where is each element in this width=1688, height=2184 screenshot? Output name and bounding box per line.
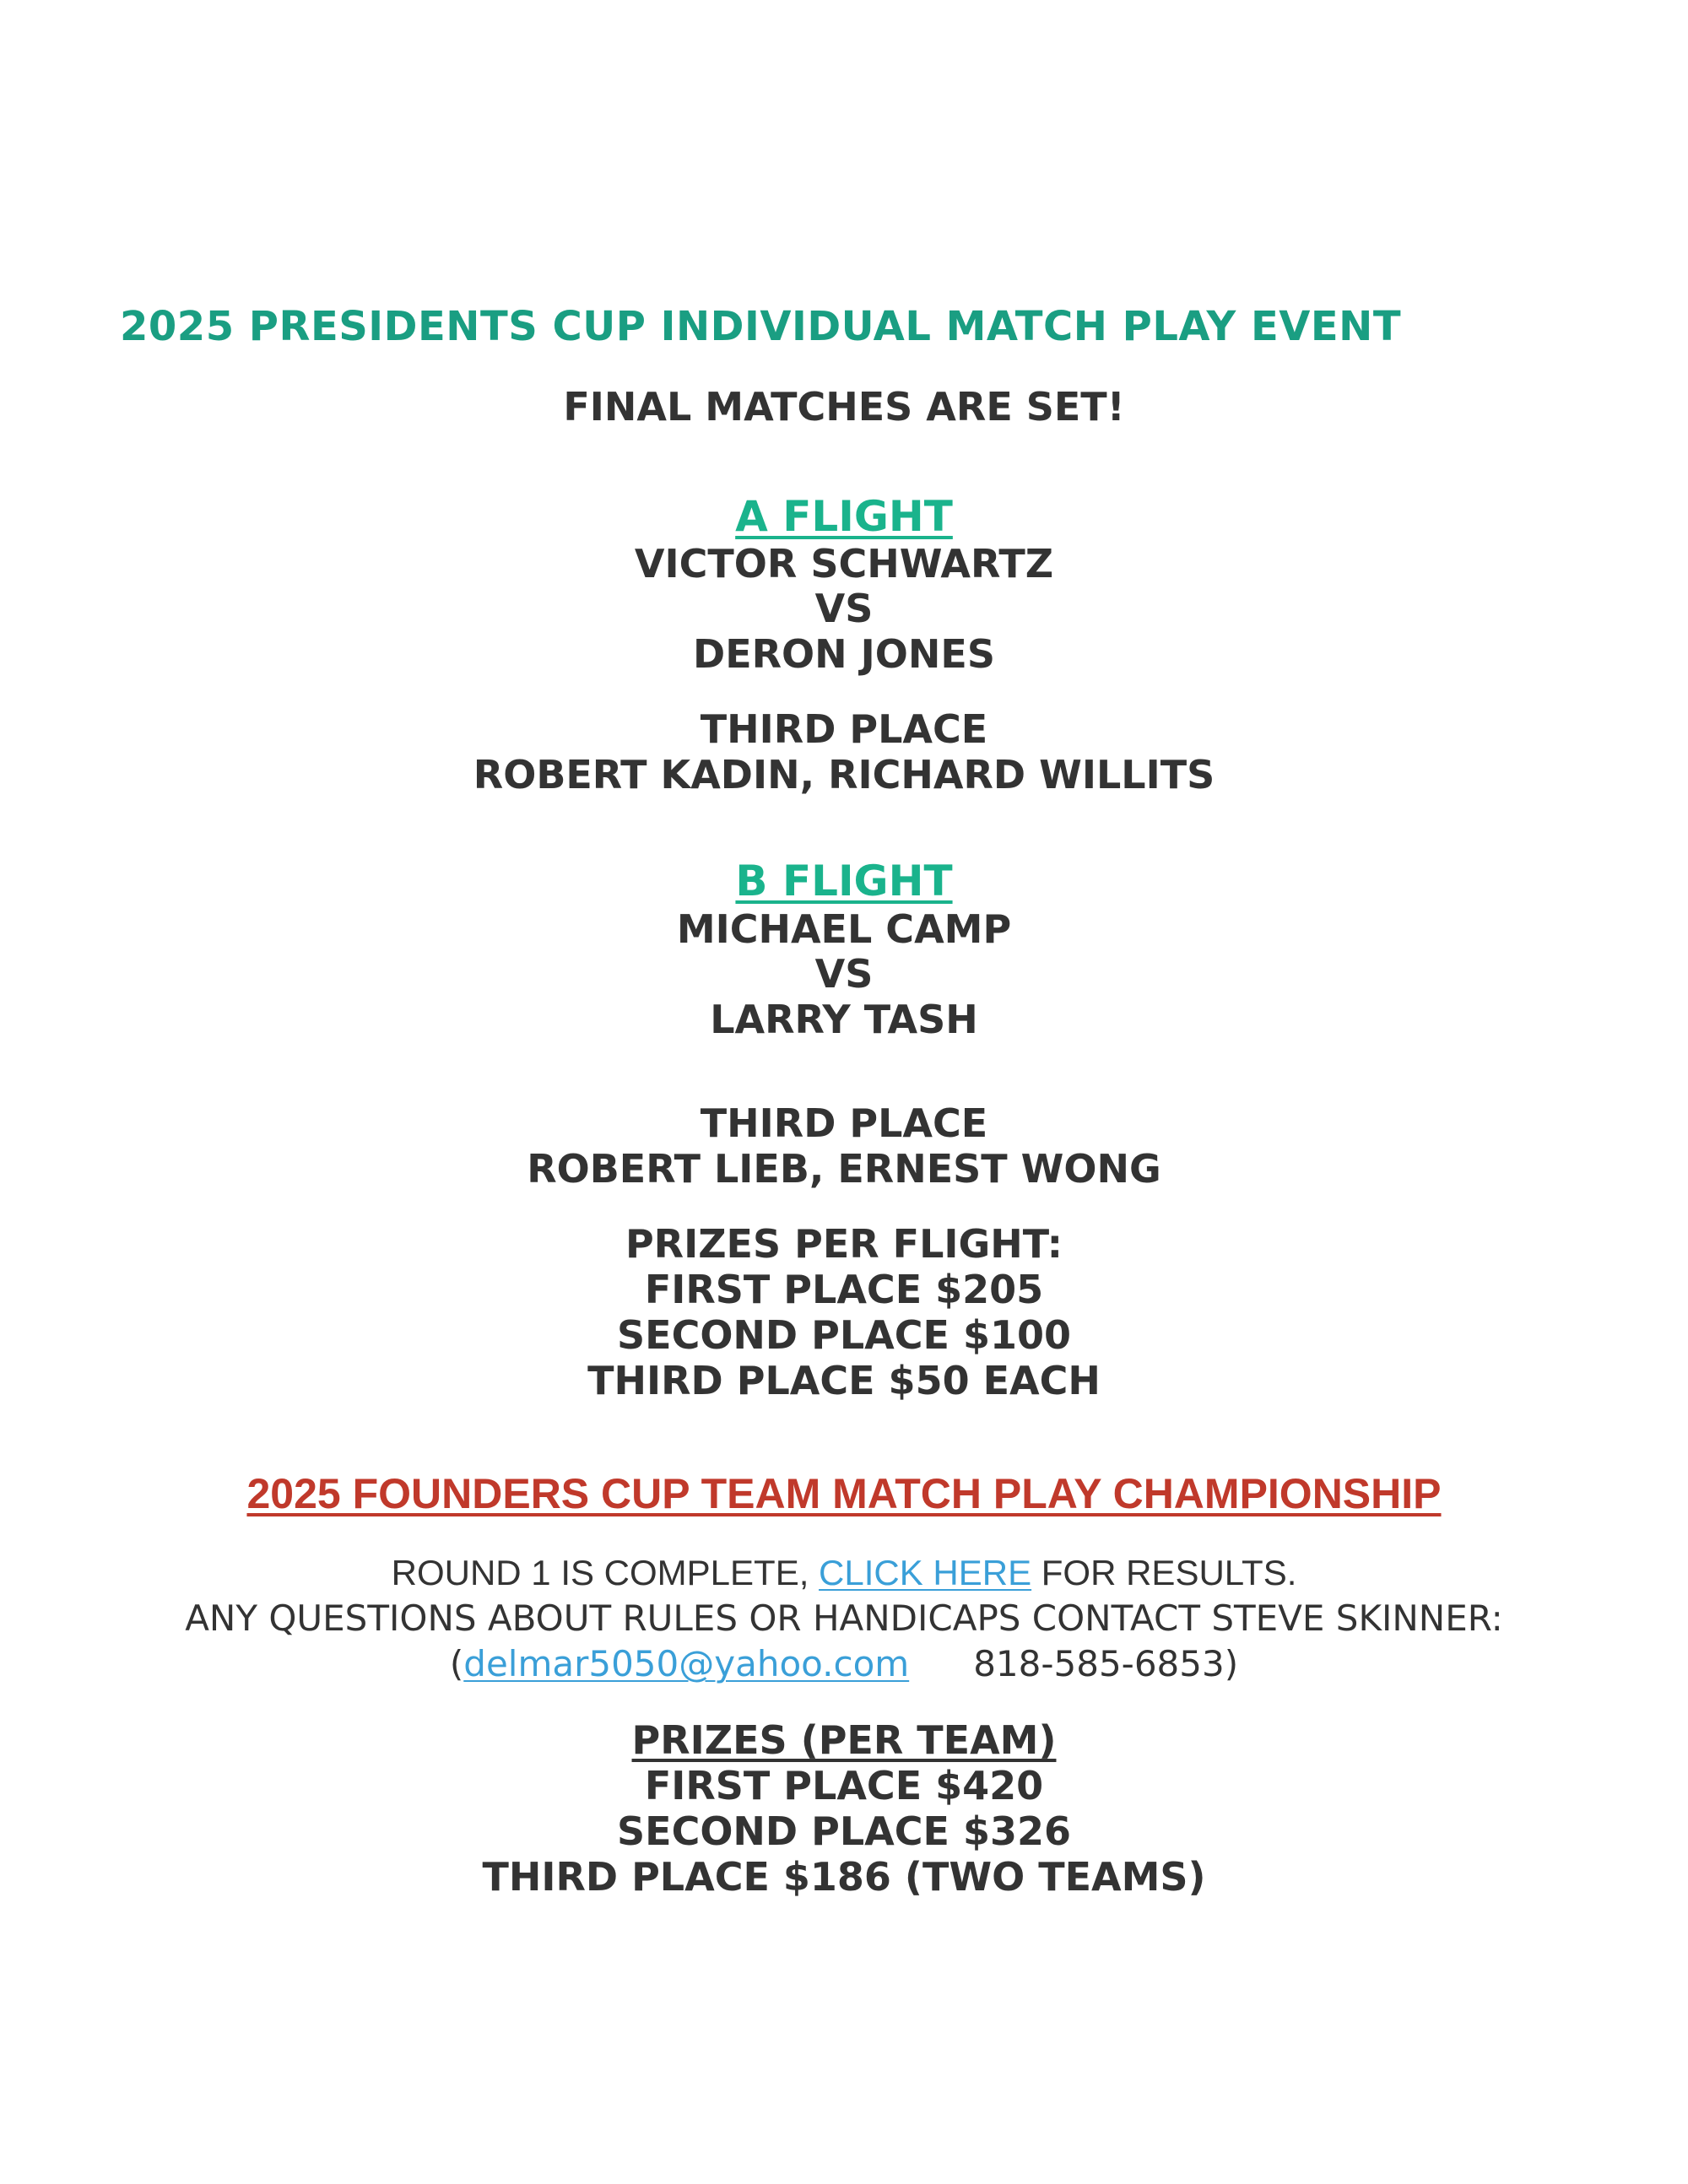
b-flight-heading-row xyxy=(0,856,1688,907)
flight-prize-second: SECOND PLACE $100 xyxy=(617,1312,1071,1358)
flight-prizes-heading: PRIZES PER FLIGHT: xyxy=(625,1221,1063,1267)
a-flight-player2: DERON JONES xyxy=(693,631,995,677)
email-link[interactable]: delmar5050@yahoo.com xyxy=(463,1643,910,1684)
a-flight-heading-row xyxy=(0,491,1688,543)
round-status-suffix: FOR RESULTS. xyxy=(1031,1553,1297,1592)
contact-line xyxy=(0,1639,1688,1689)
team-prize-third: THIRD PLACE $186 (TWO TEAMS) xyxy=(482,1854,1206,1900)
round-status-line xyxy=(0,1548,1688,1598)
click-here-link[interactable]: CLICK HERE xyxy=(819,1553,1032,1592)
team-prize-second: SECOND PLACE $326 xyxy=(617,1808,1071,1854)
round-status-prefix: ROUND 1 IS COMPLETE, xyxy=(391,1553,820,1592)
flight-prize-third: THIRD PLACE $50 EACH xyxy=(587,1358,1101,1403)
team-prizes-heading-row xyxy=(0,1715,1688,1765)
b-flight-heading: B FLIGHT xyxy=(735,857,953,905)
a-flight-player1: VICTOR SCHWARTZ xyxy=(634,541,1054,587)
founders-cup-title: 2025 FOUNDERS CUP TEAM MATCH PLAY CHAMPIONSHIP xyxy=(246,1470,1442,1517)
team-prize-first: FIRST PLACE $420 xyxy=(644,1763,1044,1808)
b-flight-player2: LARRY TASH xyxy=(710,997,978,1042)
a-flight-third-heading: THIRD PLACE xyxy=(700,706,988,752)
a-flight-vs: VS xyxy=(814,586,874,631)
team-prizes-heading: PRIZES (PER TEAM) xyxy=(631,1717,1057,1763)
flight-prize-first: FIRST PLACE $205 xyxy=(644,1267,1044,1312)
presidents-cup-title: 2025 PRESIDENTS CUP INDIVIDUAL MATCH PLAY EVENT xyxy=(120,303,1402,350)
a-flight-heading: A FLIGHT xyxy=(735,492,953,541)
b-flight-vs: VS xyxy=(814,951,874,997)
b-flight-third-players: ROBERT LIEB, ERNEST WONG xyxy=(527,1146,1161,1192)
final-matches-subtitle: FINAL MATCHES ARE SET! xyxy=(563,384,1125,430)
founders-cup-title-row xyxy=(0,1468,1688,1520)
phone-number: 818-585-6853 xyxy=(973,1643,1225,1684)
questions-line: ANY QUESTIONS ABOUT RULES OR HANDICAPS CONTACT STEVE SKINNER: xyxy=(185,1597,1503,1639)
a-flight-third-players: ROBERT KADIN, RICHARD WILLITS xyxy=(473,752,1215,797)
contact-close-paren: ) xyxy=(1224,1643,1239,1684)
b-flight-player1: MICHAEL CAMP xyxy=(676,906,1012,952)
contact-open-paren: ( xyxy=(449,1643,464,1684)
b-flight-third-heading: THIRD PLACE xyxy=(700,1100,988,1146)
